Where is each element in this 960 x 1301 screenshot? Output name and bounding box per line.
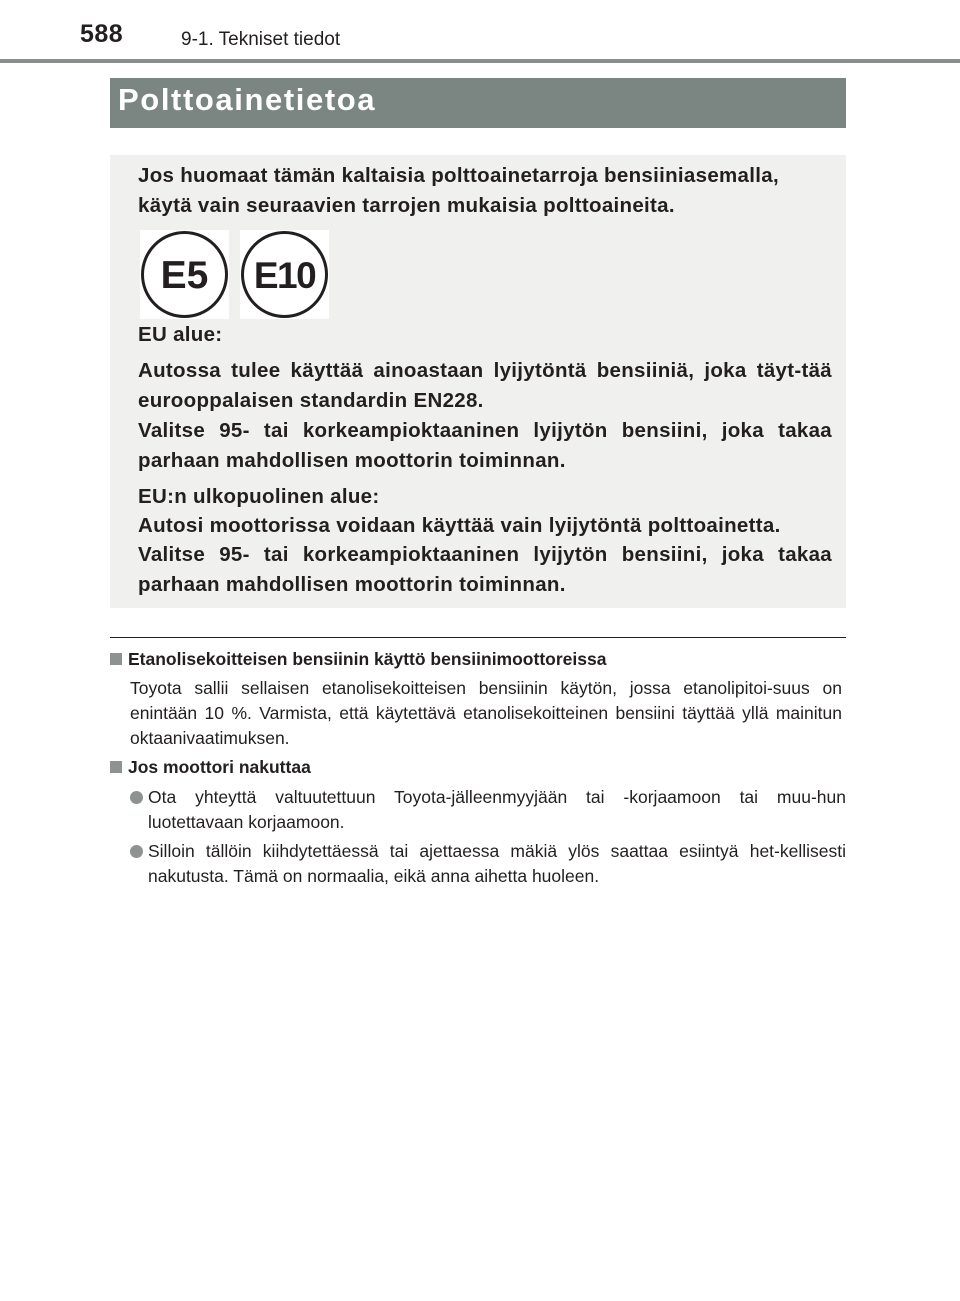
section-rule — [110, 637, 846, 638]
non-eu-heading: EU:n ulkopuolinen alue: — [138, 485, 380, 508]
square-bullet-icon — [110, 653, 122, 665]
eu-text-2: Valitse 95- tai korkeampioktaaninen lyijytön bensiini, joka takaa parhaan mahdollisen moottorin toiminnan. — [138, 419, 832, 472]
square-bullet-icon — [110, 761, 122, 773]
info-box — [110, 155, 846, 608]
list-item — [130, 785, 846, 835]
list-item-text: Ota yhteyttä valtuutettuun Toyota-jälleenmyyjään tai -korjaamoon tai muu-hun luotettavaan korjaamoon. — [148, 787, 846, 832]
section-heading-knock — [110, 757, 311, 778]
list-item — [130, 839, 846, 889]
section-heading-ethanol-text: Etanolisekoitteisen bensiinin käyttö bensiinimoottoreissa — [128, 649, 607, 669]
fuel-label-e10-text: E10 — [253, 255, 316, 296]
non-eu-text-1: Autosi moottorissa voidaan käyttää vain lyijytöntä polttoainetta. — [138, 514, 781, 537]
non-eu-text-2: Valitse 95- tai korkeampioktaaninen lyijytön bensiini, joka takaa parhaan mahdollisen moottorin toiminnan. — [138, 543, 832, 596]
fuel-label-e10-icon — [240, 230, 329, 319]
round-bullet-icon — [130, 845, 143, 858]
fuel-label-e5 — [140, 230, 229, 319]
ethanol-text: Toyota sallii sellaisen etanolisekoitteisen bensiinin käytön, jossa etanolipitoi-suus on enintään 10 %. Varmista, että käytettävä etanolisekoitteinen bensiini täyttää yllä mainitun oktaanivaatimuksen. — [130, 678, 842, 748]
eu-heading: EU alue: — [138, 323, 223, 346]
eu-text-1: Autossa tulee käyttää ainoastaan lyijytöntä bensiiniä, joka täyt-tää eurooppalaisen standardin EN228. — [138, 359, 832, 412]
page-title: Polttoainetietoa — [118, 82, 377, 117]
fuel-label-e5-icon — [140, 230, 229, 319]
info-intro: Jos huomaat tämän kaltaisia polttoainetarroja bensiiniasemalla, käytä vain seuraavien tarrojen mukaisia polttoaineita. — [138, 164, 779, 217]
fuel-label-e10 — [240, 230, 329, 319]
round-bullet-icon — [130, 791, 143, 804]
section-heading-knock-text: Jos moottori nakuttaa — [128, 757, 311, 777]
header-rule — [0, 59, 960, 63]
section-label: 9-1. Tekniset tiedot — [181, 29, 341, 50]
section-heading-ethanol — [110, 649, 606, 670]
fuel-label-e5-text: E5 — [160, 254, 209, 297]
list-item-text: Silloin tällöin kiihdytettäessä tai ajettaessa mäkiä ylös saattaa esiintyä het-kellisesti nakutusta. Tämä on normaalia, eikä anna aihetta huoleen. — [148, 841, 846, 886]
page-number: 588 — [80, 20, 124, 48]
